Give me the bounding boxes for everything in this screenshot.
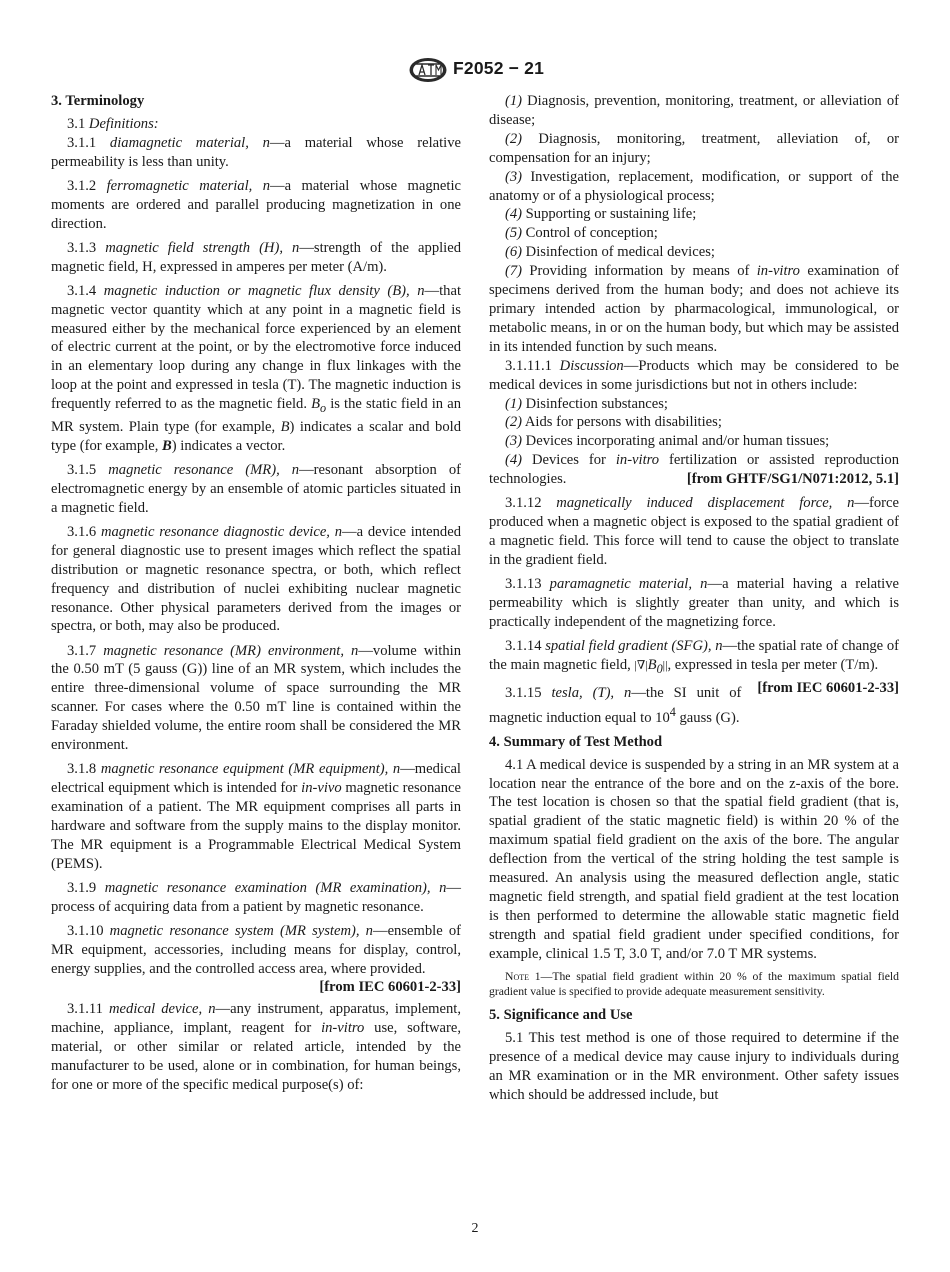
note: Note 1—The spatial field gradient within 20 % of the maximum spatial field gradient value is specified to provide adequate measurement sensitivity. — [489, 969, 899, 999]
reference: [from IEC 60601-2-33] — [319, 979, 461, 996]
definition: 3.1.2 ferromagnetic material, n—a material whose magnetic moments are ordered and parallel producing magnetization in one direction. — [51, 177, 461, 232]
definition: 3.1.8 magnetic resonance equipment (MR equipment), n—medical electrical equipment which is intended for in-vivo magnetic resonance examination of a patient. The MR equipment comprises all parts in hardware and software from the supply mains to the display monitor. The MR equipment is a Programmable Electrical Medical System (PEMS). — [51, 761, 461, 872]
definition: 3.1.14 spatial field gradient (SFG), n—the spatial rate of change of the main magnetic field, $|\nabla|B_0||$, expressed in tesla per meter (T/m). [from IEC 60601-2-33] — [489, 637, 900, 696]
definition: 3.1.13 paramagnetic material, n—a material having a relative permeability which is slightly greater than unity, and which is practically independent of the magnetizing force. — [489, 576, 899, 630]
list-item: (4) Supporting or sustaining life; — [505, 206, 697, 223]
paragraph: 4.1 A medical device is suspended by a string in an MR system at a location near the entrance of the bore and on the z-axis of the bore. The test location is chosen so that the spatial field gradient (that is, spatial gradient of the static magnetic field) is within 20 % of the maximum spatial field gradient on the axis of the bore. The angular deflection from the vertical of the string holding the test sample is measured. An analysis using the measured deflection angle, static magnetic field strength, and spatial field gradient at the test location is then performed to determine the allowable static magnetic field strength and spatial field gradient under specified conditions, for example, clinical 1.5 T, 3.0 T, and/or 7.0 T MR systems. — [489, 756, 899, 962]
list-item: (1) Diagnosis, prevention, monitoring, treatment, or alleviation of disease; — [489, 93, 899, 128]
list-item: (1) Disinfection substances; — [505, 395, 668, 412]
list-item: (5) Control of conception; — [505, 225, 658, 242]
section-heading: 3. Terminology — [51, 93, 145, 109]
list-item: (4) Devices for in-vitro fertilization or assisted reproduction technologies. [from GHTF/SG1/N071:2012, 5.1] — [489, 452, 899, 488]
definition: 3.1.12 magnetically induced displacement force, n—force produced when a magnetic object is exposed to the spatial gradient of a magnetic field. This force will tend to cause the object to translate in the gradient field. — [489, 495, 899, 568]
section-heading: 5. Significance and Use — [489, 1006, 633, 1023]
definition: 3.1.10 magnetic resonance system (MR system), n—ensemble of MR equipment, accessories, including means for display, control, energy supplies, and the controlled access area, where provided. — [51, 922, 461, 977]
list-item: (3) Investigation, replacement, modification, or support of the anatomy or of a physiological process; — [489, 168, 899, 204]
definition: 3.1.15 tesla, (T), n—the SI unit of magnetic induction equal to $10^4$ gauss (G). — [489, 684, 742, 726]
left-column — [51, 92, 461, 1100]
definition: 3.1.11 medical device, n—any instrument, apparatus, implement, machine, appliance, implant, reagent for in-vitro use, software, material, or other similar or related article, intended by the manufacturer to be used, alone or in combination, for human beings, for one or more of the specific medical purpose(s) of: — [51, 1001, 462, 1093]
reference: [from IEC 60601-2-33] — [757, 679, 899, 696]
page-number: 2 — [471, 1221, 479, 1236]
reference: [from GHTF/SG1/N071:2012, 5.1] — [686, 471, 899, 488]
definition: 3.1.6 magnetic resonance diagnostic device, n—a device intended for general diagnostic use to present images which reflect the spatial distribution or magnetic resonance spectra, or both, which reflect frequency and distribution of nuclei exhibiting nuclear magnetic resonance. Other physical parameters derived from the images or spectra, or both, may also be produced. — [51, 523, 461, 635]
definition: 3.1.7 magnetic resonance (MR) environment, n—volume within the 0.50 mT (5 gauss (G)) line of an MR system, which includes the entire three-dimensional volume of space surrounding the MR scanner. For cases where the 0.50 mT line is contained within the Faraday shielded volume, the entire room shall be considered the MR environment. — [51, 642, 461, 754]
page-header — [0, 57, 950, 83]
standard-designation: F2052 − 21 — [453, 58, 545, 78]
definition: 3.1.5 magnetic resonance (MR), n—resonant absorption of electromagnetic energy by an ensemble of atomic particles situated in a magnetic field. — [51, 461, 461, 516]
list-item: (2) Diagnosis, monitoring, treatment, alleviation of, or compensation for an injury; — [489, 130, 899, 166]
astm-logo-icon — [408, 57, 448, 83]
definition: 3.1.3 magnetic field strength (H), n—strength of the applied magnetic field, H, expressed in amperes per meter (A/m). — [51, 239, 461, 275]
discussion: 3.1.11.1 Discussion—Products which may be considered to be medical devices in some jurisdictions but not in others include: — [489, 357, 899, 393]
list-item: (7) Providing information by means of in-vitro examination of specimens derived from the human body; and does not achieve its primary intended action by pharmacological, immunological, or metabolic means, in or on the human body, but which may be assisted in its intended function by such means. — [489, 263, 899, 355]
paragraph: 5.1 This test method is one of those required to determine if the presence of a medical device may cause injury to individuals during an MR examination or in the MR environment. Other safety issues which should be addressed include, but — [489, 1029, 899, 1103]
list-item: (6) Disinfection of medical devices; — [505, 244, 715, 261]
definition: 3.1.1 diamagnetic material, n—a material whose relative permeability is less than unity. — [51, 134, 461, 170]
list-item: (3) Devices incorporating animal and/or human tissues; — [505, 433, 830, 450]
list-item: (2) Aids for persons with disabilities; — [505, 414, 722, 431]
right-column — [489, 92, 899, 1110]
definition: 3.1.9 magnetic resonance examination (MR examination), n—process of acquiring data from a patient by magnetic resonance. — [51, 879, 461, 915]
definition: 3.1 Definitions: — [67, 115, 159, 132]
section-heading: 4. Summary of Test Method — [489, 733, 663, 750]
definition: 3.1.4 magnetic induction or magnetic flux density (B), n—that magnetic vector quantity which at any point in a magnetic field is measured either by the mechanical force experienced by an element of electric current at the point, or by the electromotive force induced in an elementary loop during any change in flux linkages with the loop at the point and expressed in tesla (T). The magnetic induction is frequently referred to as the magnetic field. $B_o$ is the static field in an MR system. Plain type (for example, B) indicates a scalar and bold type (for example, B) indicates a vector. — [51, 282, 461, 454]
